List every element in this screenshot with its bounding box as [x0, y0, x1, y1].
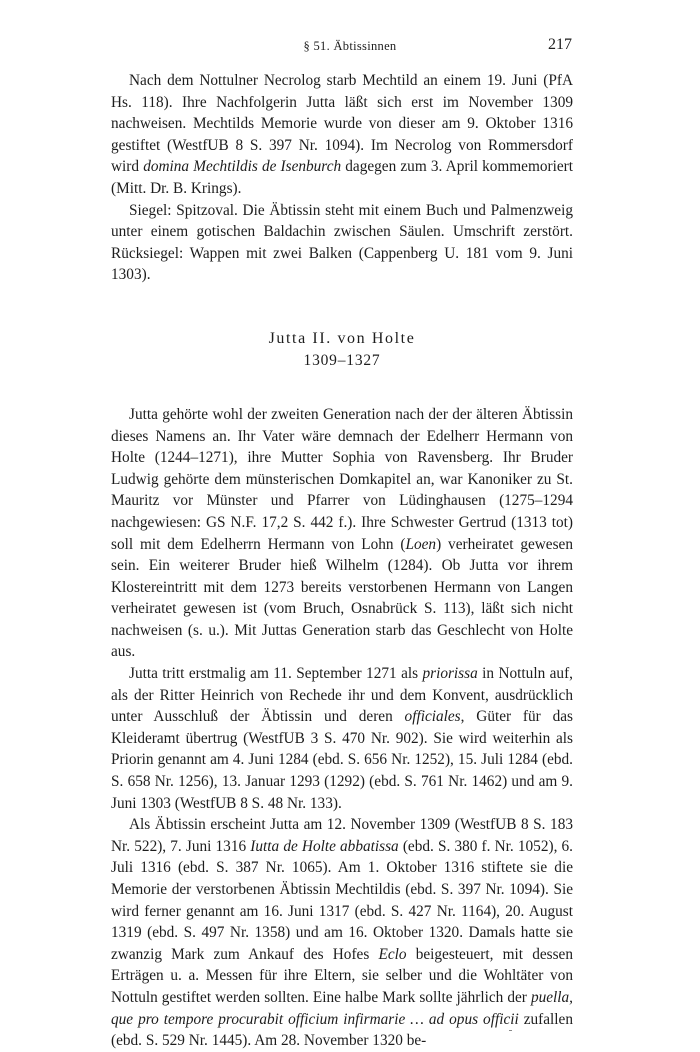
intro-section	[111, 70, 573, 286]
text-run: Siegel: Spitzoval. Die Äbtissin steht mit einem Buch und Palmenzweig unter einem gotischen Baldachin zwischen Säulen. Umschrift zerstört. Rücksiegel: Wappen mit zwei Balken (Cappenberg U. 181 vom 9. Juni 1303).	[111, 201, 573, 284]
italic-phrase: priorissa	[422, 665, 478, 683]
text-run: in Nottuln auf, als der Ritter Heinrich von Rechede ihr und dem Konvent, ausdrücklich unter Ausschluß der Äbtissin und deren	[111, 665, 573, 726]
italic-phrase: domina Mechtildis de Isenburch	[143, 158, 342, 176]
section-heading	[111, 328, 573, 372]
text-run: ) verheiratet gewesen sein. Ein weiterer Bruder hieß Wilhelm (1284). Ob Jutta vor ihrem Klostereintritt mit dem 1273 bereits verstorbenen Hermann von Langen verheiratet gewesen ist (vom Bruch, Osnabrück S. 113), läßt sich nicht nachweisen (s. u.). Mit Juttas Generation starb das Geschlecht von Holte aus.	[111, 535, 573, 661]
paragraph	[111, 200, 573, 286]
paragraph	[111, 70, 573, 200]
paragraph	[111, 663, 573, 814]
italic-phrase: Eclo	[378, 945, 407, 963]
italic-phrase: Loen	[405, 535, 437, 553]
text-run: , Güter für das Kleideramt übertrug (WestfUB 3 S. 470 Nr. 902). Sie wird weiterhin als Priorin genannt am 4. Juni 1284 (ebd. S. 656 Nr. 1252), 15. Juli 1284 (ebd. S. 658 Nr. 1256), 13. Januar 1293 (1292) (ebd. S. 761 Nr. 1462) und am 9. Juni 1303 (WestfUB 8 S. 48 Nr. 133).	[111, 708, 573, 812]
text-run: Jutta tritt erstmalig am 11. September 1271 als	[129, 665, 423, 683]
page-number: 217	[548, 36, 572, 53]
italic-phrase: officiales	[404, 708, 461, 726]
paragraph	[111, 404, 573, 663]
running-head: § 51. Äbtissinnen	[303, 39, 397, 53]
text-run: zufallen (ebd. S. 529 Nr. 1445). Am 28. November 1320 be-	[111, 1010, 573, 1050]
body-text	[111, 70, 573, 1052]
page-header	[0, 36, 700, 58]
italic-phrase: puella, que pro tempore procurabit officium infirmarie … ad opus officii	[111, 988, 573, 1028]
text-run: beigesteuert, mit dessen Erträgen u. a. Messen für ihre Eltern, sie selber und die Wohltäter von Nottuln gestiftet werden sollten. Eine halbe Mark sollte jährlich der	[111, 945, 573, 1006]
text-run: Jutta gehörte wohl der zweiten Generation nach der der älteren Äbtissin dieses Namens an. Ihr Vater wäre demnach der Edelherr Hermann von Holte (1244–1271), ihre Mutter Sophia von Ravensberg. Ihr Bruder Ludwig gehörte dem münsterischen Domkapitel an, war Kanoniker zu St. Mauritz vor Münster und Pfarrer von Lüdinghausen (1275–1294 nachgewiesen: GS N.F. 17,2 S. 442 f.). Ihre Schwester Gertrud (1313 tot) soll mit dem Edelherrn Hermann von Lohn (	[111, 405, 573, 553]
italic-phrase: Iutta de Holte abbatissa	[250, 837, 399, 855]
section-heading-name: Jutta II. von Holte	[268, 329, 416, 347]
paragraph	[111, 814, 573, 1052]
text-run: Als Äbtissin erscheint Jutta am 12. November 1309 (WestfUB 8 S. 183 Nr. 522), 7. Juni 1316	[111, 816, 573, 855]
scan-speck	[509, 1030, 512, 1031]
section-heading-dates: 1309–1327	[303, 351, 381, 369]
main-section	[111, 404, 573, 1052]
text-run: Nach dem Nottulner Necrolog starb Mechtild an einem 19. Juni (PfA Hs. 118). Ihre Nachfolgerin Jutta läßt sich erst im November 1309 nachweisen. Mechtilds Memorie wurde von dieser am 9. Oktober 1316 gestiftet (WestfUB 8 S. 397 Nr. 1094). Im Necrolog von Rommersdorf wird	[111, 72, 573, 176]
text-run: (ebd. S. 380 f. Nr. 1052), 6. Juli 1316 (ebd. S. 387 Nr. 1065). Am 1. Oktober 1316 stiftete sie die Memorie der verstorbenen Äbtissin Mechtildis (ebd. S. 397 Nr. 1094). Sie wird ferner genannt am 16. Juni 1317 (ebd. S. 427 Nr. 1164), 20. August 1319 (ebd. S. 497 Nr. 1358) und am 16. Oktober 1320. Damals hatte sie zwanzig Mark zum Ankauf des Hofes	[111, 837, 574, 963]
text-run: dagegen zum 3. April kommemoriert (Mitt. Dr. B. Krings).	[111, 158, 573, 197]
